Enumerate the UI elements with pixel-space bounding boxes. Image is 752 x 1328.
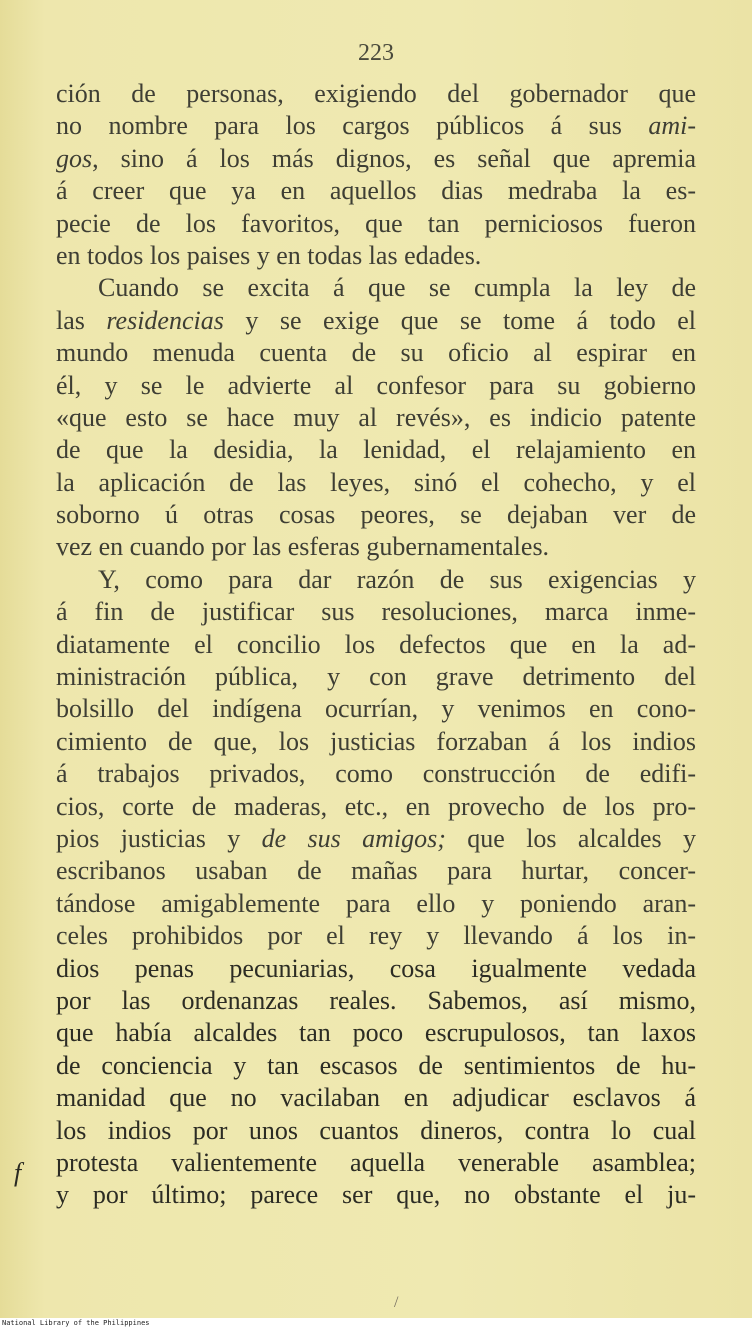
text-segment: y se exige que se tome á todo el <box>223 305 696 335</box>
text-segment: soborno ú otras cosas peores, se dejaban ver de <box>56 500 696 530</box>
body-text <box>56 78 696 1212</box>
text-line <box>56 337 696 369</box>
text-segment: que los alcaldes y <box>445 823 696 853</box>
text-segment: y por último; parece ser que, no obstante el ju- <box>56 1180 696 1210</box>
text-line <box>56 985 696 1017</box>
text-line <box>56 208 696 240</box>
text-line <box>56 499 696 531</box>
text-segment: dios penas pecuniarias, cosa igualmente vedada <box>56 953 696 983</box>
text-line <box>56 531 696 563</box>
text-line <box>56 855 696 887</box>
text-segment: ción de personas, exigiendo del gobernador que <box>56 79 696 108</box>
text-segment: de que la desidia, la lenidad, el relajamiento en <box>56 435 696 465</box>
text-line <box>56 596 696 628</box>
text-segment: pios justicias y <box>56 823 262 853</box>
text-line <box>56 823 696 855</box>
text-line <box>56 305 696 337</box>
text-line <box>56 953 696 985</box>
text-segment: escribanos usaban de mañas para hurtar, concer- <box>56 856 696 886</box>
text-line <box>56 1147 696 1179</box>
text-line <box>56 661 696 693</box>
text-line <box>56 78 696 110</box>
text-segment: en todos los paises y en todas las edades. <box>56 240 482 270</box>
italic-text: gos <box>56 143 93 173</box>
text-line <box>56 467 696 499</box>
text-segment: él, y se le advierte al confesor para su gobierno <box>56 370 696 400</box>
text-segment: la aplicación de las leyes, sinó el cohecho, y el <box>56 467 696 497</box>
text-segment: diatamente el concilio los defectos que en la ad- <box>56 629 696 659</box>
text-segment: mundo menuda cuenta de su oficio al espirar en <box>56 338 696 368</box>
text-segment: Y, como para dar razón de sus exigencias y <box>98 564 696 594</box>
text-segment: á creer que ya en aquellos dias medraba la es- <box>56 176 696 206</box>
text-line <box>56 693 696 725</box>
text-segment: celes prohibidos por el rey y llevando á los in- <box>56 921 696 951</box>
bottom-mark: / <box>394 1294 399 1311</box>
text-line <box>56 1050 696 1082</box>
text-segment: que había alcaldes tan poco escrupulosos, tan laxos <box>56 1018 696 1048</box>
text-line <box>56 629 696 661</box>
text-line <box>56 758 696 790</box>
text-line <box>56 402 696 434</box>
text-line <box>56 240 696 272</box>
text-line <box>56 1115 696 1147</box>
text-line <box>56 272 696 304</box>
text-line <box>56 175 696 207</box>
page-number: 223 <box>358 40 394 66</box>
text-line <box>56 1082 696 1114</box>
text-segment: tándose amigablemente para ello y poniendo aran- <box>56 888 696 918</box>
text-segment: ministración pública, y con grave detrimento del <box>56 662 696 692</box>
text-segment: no nombre para los cargos públicos á sus <box>56 111 649 141</box>
text-segment: cimiento de que, los justicias forzaban á los indios <box>56 726 696 756</box>
text-segment: Cuando se excita á que se cumpla la ley de <box>98 273 696 303</box>
italic-text: ami- <box>648 111 696 141</box>
text-segment: los indios por unos cuantos dineros, contra lo cual <box>56 1115 696 1145</box>
text-segment: á fin de justificar sus resoluciones, marca inme- <box>56 597 696 627</box>
footer-credit: National Library of the Philippines <box>0 1318 752 1328</box>
text-segment: «que esto se hace muy al revés», es indicio patente <box>56 402 696 432</box>
text-line <box>56 370 696 402</box>
text-segment: á trabajos privados, como construcción de edifi- <box>56 759 696 789</box>
text-segment: cios, corte de maderas, etc., en provecho de los pro- <box>56 791 696 821</box>
text-line <box>56 564 696 596</box>
text-segment: vez en cuando por las esferas gubernamentales. <box>56 532 550 562</box>
text-segment: pecie de los favoritos, que tan perniciosos fueron <box>56 208 696 238</box>
text-line <box>56 434 696 466</box>
italic-text: de sus amigos; <box>261 823 446 853</box>
text-segment: manidad que no vacilaban en adjudicar esclavos á <box>56 1083 696 1113</box>
text-line <box>56 143 696 175</box>
margin-mark: f <box>14 1158 22 1187</box>
text-segment: bolsillo del indígena ocurrían, y venimos en cono- <box>56 694 696 724</box>
text-line <box>56 1179 696 1211</box>
text-segment: , sino á los más dignos, es señal que apremia <box>92 143 696 173</box>
text-segment: por las ordenanzas reales. Sabemos, así mismo, <box>56 985 696 1015</box>
text-line <box>56 110 696 142</box>
text-segment: las <box>56 305 107 335</box>
text-line <box>56 920 696 952</box>
text-segment: de conciencia y tan escasos de sentimientos de hu- <box>56 1050 696 1080</box>
italic-text: residencias <box>106 305 224 335</box>
text-line <box>56 726 696 758</box>
text-line <box>56 791 696 823</box>
text-segment: protesta valientemente aquella venerable asamblea; <box>56 1147 696 1177</box>
text-line <box>56 1017 696 1049</box>
text-line <box>56 888 696 920</box>
